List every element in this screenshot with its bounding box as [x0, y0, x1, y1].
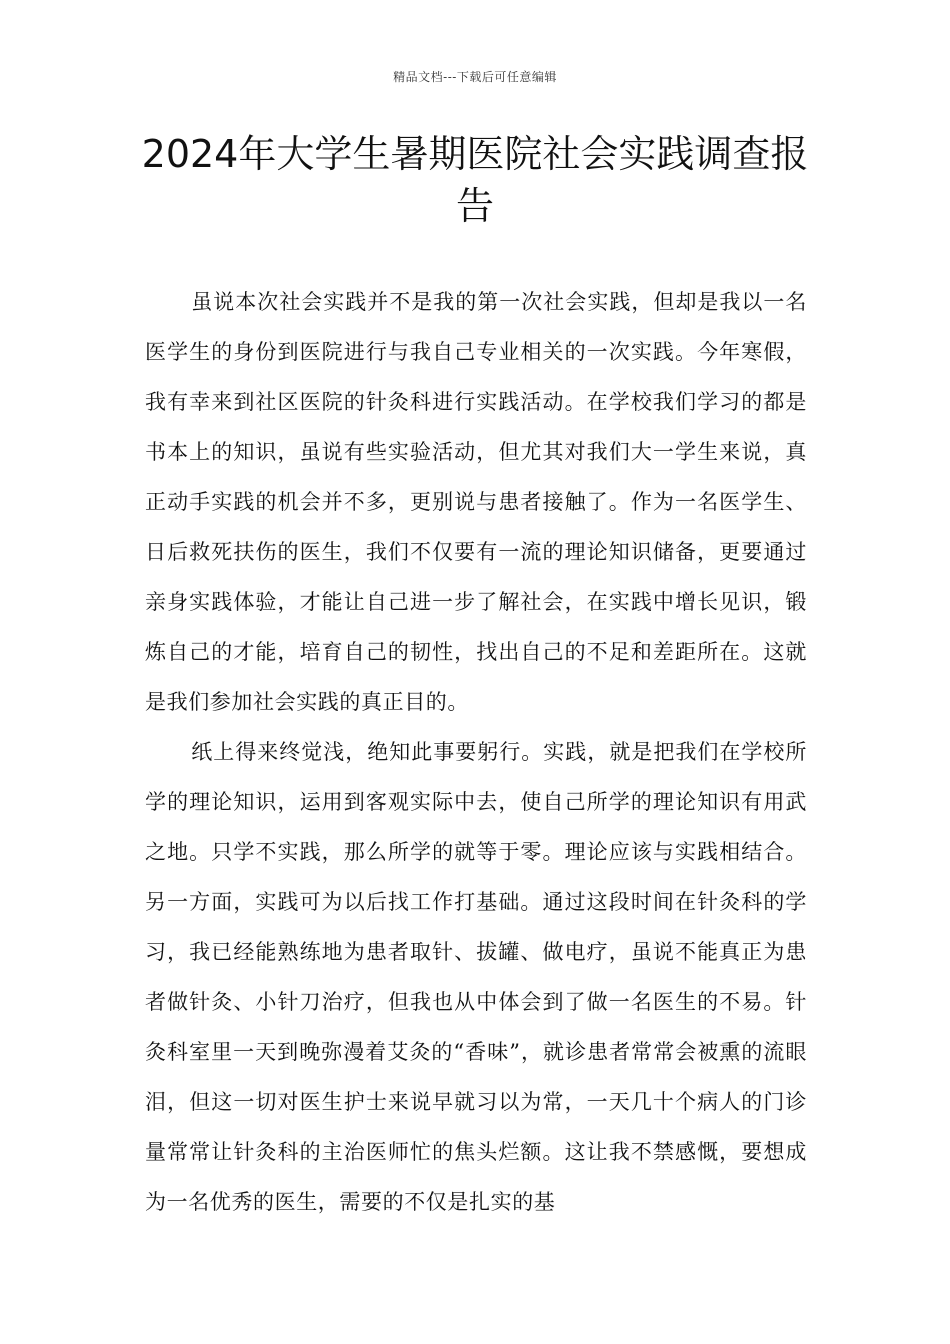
document-body [145, 277, 807, 1227]
paragraph: 纸上得来终觉浅，绝知此事要躬行。实践，就是把我们在学校所学的理论知识，运用到客观实际中去，使自己所学的理论知识有用武之地。只学不实践，那么所学的就等于零。理论应该与实践相结合。另一方面，实践可为以后找工作打基础。通过这段时间在针灸科的学习，我已经能熟练地为患者取针、拔罐、做电疗，虽说不能真正为患者做针灸、小针刀治疗，但我也从中体会到了做一名医生的不易。针灸科室里一天到晚弥漫着艾灸的“香味”，就诊患者常常会被熏的流眼泪，但这一切对医生护士来说早就习以为常，一天几十个病人的门诊量常常让针灸科的主治医师忙的焦头烂额。这让我不禁感慨，要想成为一名优秀的医生，需要的不仅是扎实的基 [145, 740, 807, 1214]
document-title: 2024年大学生暑期医院社会实践调查报告 [141, 132, 809, 228]
header-note: 精品文档---下载后可任意编辑 [393, 70, 557, 84]
paragraph: 虽说本次社会实践并不是我的第一次社会实践，但却是我以一名医学生的身份到医院进行与我自己专业相关的一次实践。今年寒假，我有幸来到社区医院的针灸科进行实践活动。在学校我们学习的都是书本上的知识，虽说有些实验活动，但尤其对我们大一学生来说，真正动手实践的机会并不多，更别说与患者接触了。作为一名医学生、日后救死扶伤的医生，我们不仅要有一流的理论知识储备，更要通过亲身实践体验，才能让自己进一步了解社会，在实践中增长见识，锻炼自己的才能，培育自己的韧性，找出自己的不足和差距所在。这就是我们参加社会实践的真正目的。 [145, 290, 807, 714]
